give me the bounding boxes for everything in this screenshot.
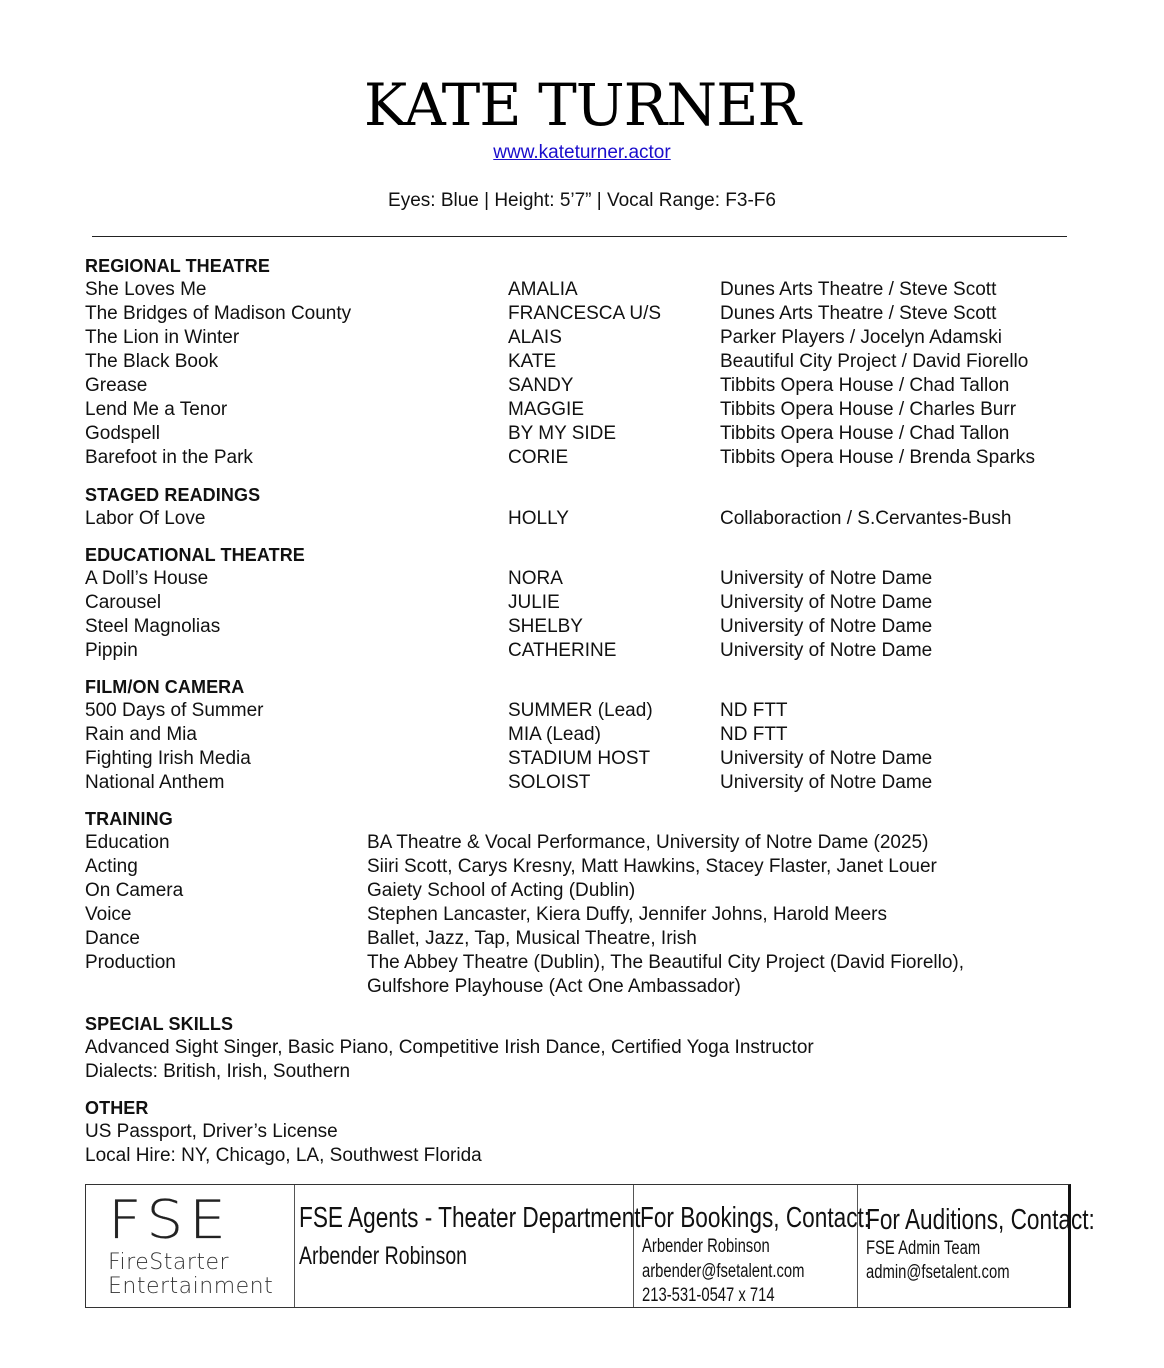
credit-role: CATHERINE [508, 640, 617, 661]
credit-show: The Black Book [85, 351, 219, 372]
logo-line-entertainment: Entertainment [108, 1274, 274, 1299]
training-detail: Stephen Lancaster, Kiera Duffy, Jennifer Johns, Harold Meers [367, 904, 887, 925]
section-title: OTHER [85, 1098, 149, 1118]
training-detail: Gaiety School of Acting (Dublin) [367, 880, 636, 901]
credit-role: JULIE [508, 592, 560, 613]
section-training [85, 807, 1085, 999]
website-link[interactable]: www.kateturner.actor [493, 142, 671, 163]
credit-role: STADIUM HOST [508, 748, 651, 769]
bookings-phone: 213-531-0547 x 714 [642, 1285, 775, 1306]
credit-venue: University of Notre Dame [720, 592, 933, 613]
auditions-title: For Auditions, Contact: [866, 1204, 1095, 1236]
agents-cell [295, 1185, 641, 1307]
credit-venue: University of Notre Dame [720, 748, 933, 769]
credit-show: A Doll’s House [85, 568, 209, 589]
section-other [85, 1096, 1085, 1168]
section-title: FILM/ON CAMERA [85, 677, 245, 697]
section-staged-readings [85, 483, 1085, 531]
training-category: Dance [85, 928, 140, 949]
credit-row [85, 446, 1085, 470]
section-special-skills [85, 1012, 1085, 1084]
credit-show: Godspell [85, 423, 160, 444]
credit-show: The Lion in Winter [85, 327, 240, 348]
section-regional-theatre [85, 254, 1085, 470]
credit-venue: ND FTT [720, 700, 788, 721]
credit-role: HOLLY [508, 508, 569, 529]
auditions-name: FSE Admin Team [866, 1238, 981, 1259]
credit-venue: Tibbits Opera House / Chad Tallon [720, 375, 1010, 396]
section-film-on-camera [85, 675, 1085, 795]
section-title: REGIONAL THEATRE [85, 256, 270, 276]
auditions-email[interactable]: admin@fsetalent.com [866, 1262, 1010, 1283]
training-row [85, 855, 1085, 879]
credit-venue: Parker Players / Jocelyn Adamski [720, 327, 1002, 348]
credit-venue: University of Notre Dame [720, 640, 933, 661]
training-category: Voice [85, 904, 132, 925]
credit-row [85, 567, 1085, 591]
credit-row [85, 398, 1085, 422]
credit-venue: Collaboraction / S.Cervantes-Bush [720, 508, 1012, 529]
credit-row [85, 639, 1085, 663]
training-row [85, 879, 1085, 903]
training-row [85, 927, 1085, 951]
training-row [85, 831, 1085, 855]
credit-row [85, 615, 1085, 639]
credit-show: Barefoot in the Park [85, 447, 253, 468]
credit-row [85, 302, 1085, 326]
credit-venue: Beautiful City Project / David Fiorello [720, 351, 1029, 372]
training-detail: The Abbey Theatre (Dublin), The Beautiful City Project (David Fiorello), [367, 952, 965, 973]
credit-row [85, 507, 1085, 531]
credit-row [85, 771, 1085, 795]
agents-name: Arbender Robinson [299, 1242, 468, 1270]
credit-venue: Tibbits Opera House / Charles Burr [720, 399, 1017, 420]
credit-venue: Dunes Arts Theatre / Steve Scott [720, 303, 997, 324]
training-row [85, 951, 1085, 975]
credit-role: BY MY SIDE [508, 423, 617, 444]
skills-line: Dialects: British, Irish, Southern [85, 1061, 351, 1082]
bookings-cell [634, 1185, 871, 1307]
credit-row [85, 591, 1085, 615]
credit-role: NORA [508, 568, 563, 589]
credit-role: SOLOIST [508, 772, 591, 793]
credit-row [85, 699, 1085, 723]
credit-role: CORIE [508, 447, 569, 468]
credit-venue: University of Notre Dame [720, 616, 933, 637]
section-title: SPECIAL SKILLS [85, 1014, 234, 1034]
credit-role: MIA (Lead) [508, 724, 601, 745]
credit-role: SHELBY [508, 616, 583, 637]
training-row [85, 903, 1085, 927]
credit-venue: ND FTT [720, 724, 788, 745]
credit-role: SANDY [508, 375, 574, 396]
credit-role: AMALIA [508, 279, 578, 300]
credit-show: Pippin [85, 640, 138, 661]
section-title: STAGED READINGS [85, 485, 261, 505]
section-title: TRAINING [85, 809, 173, 829]
credit-role: ALAIS [508, 327, 562, 348]
training-category: Education [85, 832, 170, 853]
training-category: On Camera [85, 880, 184, 901]
credit-show: She Loves Me [85, 279, 207, 300]
credit-show: 500 Days of Summer [85, 700, 264, 721]
credit-row [85, 350, 1085, 374]
credit-venue: University of Notre Dame [720, 568, 933, 589]
agents-title: FSE Agents - Theater Department [299, 1202, 641, 1234]
training-detail: BA Theatre & Vocal Performance, University of Notre Dame (2025) [367, 832, 929, 853]
agency-logo [86, 1185, 295, 1307]
credit-role: SUMMER (Lead) [508, 700, 653, 721]
training-detail: Ballet, Jazz, Tap, Musical Theatre, Irish [367, 928, 697, 949]
other-line: US Passport, Driver’s License [85, 1121, 338, 1142]
credit-show: Carousel [85, 592, 162, 613]
physical-stats: Eyes: Blue | Height: 5’7” | Vocal Range: F3-F6 [388, 190, 776, 211]
credit-role: FRANCESCA U/S [508, 303, 662, 324]
credit-row [85, 326, 1085, 350]
credit-row [85, 747, 1085, 771]
section-title: EDUCATIONAL THEATRE [85, 545, 305, 565]
bookings-title: For Bookings, Contact: [640, 1202, 871, 1234]
credit-show: Grease [85, 375, 148, 396]
skills-line: Advanced Sight Singer, Basic Piano, Competitive Irish Dance, Certified Yoga Instructor [85, 1037, 814, 1058]
training-detail: Gulfshore Playhouse (Act One Ambassador) [367, 976, 741, 997]
agency-footer [85, 1184, 1095, 1308]
credit-row [85, 278, 1085, 302]
bookings-name: Arbender Robinson [642, 1236, 770, 1257]
credit-venue: University of Notre Dame [720, 772, 933, 793]
logo-wordmark: FSE [108, 1189, 232, 1251]
other-line: Local Hire: NY, Chicago, LA, Southwest Florida [85, 1145, 482, 1166]
credit-show: Lend Me a Tenor [85, 399, 228, 420]
credit-show: Steel Magnolias [85, 616, 221, 637]
credit-row [85, 374, 1085, 398]
credit-show: Rain and Mia [85, 724, 197, 745]
credit-show: Labor Of Love [85, 508, 206, 529]
actor-name: KATE TURNER [363, 71, 801, 139]
credit-venue: Dunes Arts Theatre / Steve Scott [720, 279, 997, 300]
credit-role: KATE [508, 351, 557, 372]
training-category: Acting [85, 856, 138, 877]
credit-row [85, 422, 1085, 446]
header-divider [92, 236, 1067, 237]
training-category: Production [85, 952, 176, 973]
bookings-email[interactable]: arbender@fsetalent.com [642, 1261, 805, 1282]
credit-venue: Tibbits Opera House / Chad Tallon [720, 423, 1010, 444]
credit-show: National Anthem [85, 772, 225, 793]
logo-line-firestarter: FireStarter [108, 1250, 230, 1275]
training-row [85, 975, 1085, 999]
training-detail: Siiri Scott, Carys Kresny, Matt Hawkins, Stacey Flaster, Janet Louer [367, 856, 937, 877]
credit-row [85, 723, 1085, 747]
credit-venue: Tibbits Opera House / Brenda Sparks [720, 447, 1036, 468]
auditions-cell [858, 1185, 1095, 1307]
section-educational-theatre [85, 543, 1085, 663]
credit-role: MAGGIE [508, 399, 585, 420]
credit-show: The Bridges of Madison County [85, 303, 352, 324]
credit-show: Fighting Irish Media [85, 748, 251, 769]
